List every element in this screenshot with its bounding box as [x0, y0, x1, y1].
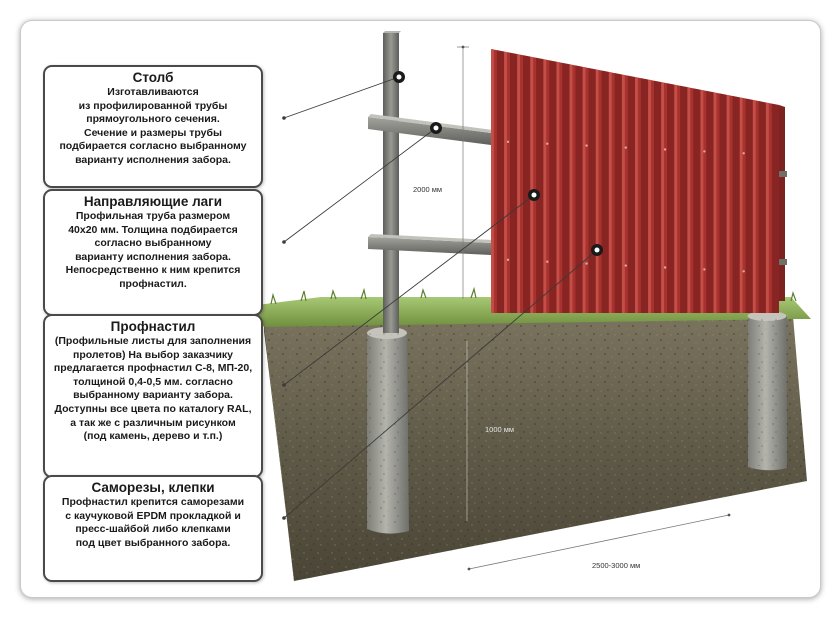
sheet-rib-highlight: [700, 90, 703, 313]
target-marker-sheet: [528, 189, 540, 201]
sheet-rib-shadow: [523, 55, 530, 313]
callout-screws-text: Профнастил крепится саморезами с каучуковой EPDM прокладкой и пресс-шайбой либо клепками под цвет выбранного забора.: [61, 496, 245, 549]
sheet-rib-shadow: [759, 101, 766, 313]
sheet-screw: [743, 270, 745, 272]
sheet-rib-highlight: [517, 54, 520, 313]
sheet-screw: [743, 152, 745, 154]
sheet-rib-highlight: [504, 52, 507, 313]
sheet-rib-highlight: [530, 57, 533, 313]
diagram-frame: [20, 20, 821, 598]
sheet-screw: [703, 150, 705, 152]
sheet-rib-shadow: [549, 60, 556, 313]
sheet-rib-highlight: [753, 100, 756, 313]
callout-rails: [43, 189, 263, 316]
callout-sheet-title: Профнастил: [110, 319, 196, 334]
concrete-pile-left: [367, 327, 409, 534]
callout-sheet-text: (Профильные листы для заполнения пролетов) На выбор заказчику предлагается профнастил С-8, МП-20, толщиной 0,4-0,5 мм. согласно выбранному варианту забора. Доступны все цвета по каталогу RAL, а так же с различным рисунком (под камень, дерево и т.п.): [53, 335, 253, 443]
sheet-rib-highlight: [740, 97, 743, 313]
sheet-screw: [625, 146, 627, 148]
callout-rails-text: Профильная труба размером 40х20 мм. Толщина подбирается согласно выбранному варианту исполнения забора. Непосредственно к ним крепится профнастил.: [65, 210, 241, 290]
sheet-screw: [546, 261, 548, 263]
dimension-label-span: 2500-3000 мм: [592, 561, 641, 570]
sheet-screw: [507, 141, 509, 143]
sheet-rib-highlight: [556, 62, 559, 313]
sheet-screw: [585, 262, 587, 264]
sheet-rib-highlight: [674, 85, 677, 313]
sheet-rib-shadow: [562, 63, 569, 313]
concrete-pile-right: [748, 311, 788, 470]
sheet-rib-highlight: [661, 82, 664, 313]
sheet-edge: [779, 105, 785, 301]
sheet-rib-highlight: [687, 87, 690, 313]
sheet-rib-highlight: [648, 80, 651, 313]
sheet-screw: [664, 148, 666, 150]
sheet-rib-shadow: [641, 78, 648, 313]
sheet-rib-shadow: [628, 76, 635, 313]
sheet-rib-shadow: [615, 73, 622, 313]
sheet-rib-shadow: [510, 53, 517, 313]
callout-post: [43, 65, 263, 188]
sheet-screw: [625, 264, 627, 266]
dimension-label-height: 2000 мм: [413, 185, 443, 194]
sheet-rib-shadow: [706, 91, 713, 313]
sheet-screw: [507, 259, 509, 261]
callout-rails-title: Направляющие лаги: [83, 194, 223, 209]
callout-post-text: Изготавливаются из профилированной трубы прямоугольного сечения. Сечение и размеры трубы подбирается согласно выбранному варианту исполнения забора.: [59, 86, 247, 166]
sheet-screw: [703, 268, 705, 270]
callout-post-title: Столб: [132, 70, 174, 85]
sheet-rib-shadow: [733, 96, 740, 313]
sheet-rib-highlight: [596, 69, 599, 313]
dimension-label-depth: 1000 мм: [485, 425, 515, 434]
sheet-rib-shadow: [602, 71, 609, 313]
soil-front-speckle: [264, 316, 807, 581]
sheet-rib-highlight: [766, 102, 769, 313]
target-marker-post: [393, 71, 405, 83]
sheet-rib-shadow: [746, 99, 753, 313]
sheet-rib-shadow: [497, 50, 504, 313]
sheet-rib-highlight: [635, 77, 638, 313]
sheet-rib-shadow: [772, 104, 779, 313]
sheet-rib-highlight: [543, 59, 546, 313]
target-marker-screw: [591, 244, 603, 256]
sheet-rib-highlight: [491, 49, 494, 313]
target-marker-rail: [430, 122, 442, 134]
sheet-rib-shadow: [536, 58, 543, 313]
sheet-screw: [585, 144, 587, 146]
sheet-rib-highlight: [570, 64, 573, 313]
sheet-rib-highlight: [609, 72, 612, 313]
sheet-rib-shadow: [680, 86, 687, 313]
sheet-rib-shadow: [575, 65, 582, 313]
rail-stub-top: [779, 171, 787, 177]
corrugated-sheet: [491, 49, 779, 313]
dimension-2000: [413, 46, 469, 299]
sheet-rib-shadow: [667, 83, 674, 313]
sheet-rib-shadow: [589, 68, 596, 313]
sheet-rib-highlight: [622, 74, 625, 313]
sheet-rib-shadow: [654, 81, 661, 313]
sheet-screw: [664, 266, 666, 268]
sheet-rib-highlight: [583, 67, 586, 313]
sheet-rib-highlight: [727, 95, 730, 313]
callout-screws-title: Саморезы, клепки: [91, 480, 215, 495]
callout-screws: [43, 475, 263, 582]
sheet-rib-shadow: [719, 93, 726, 313]
sheet-rib-highlight: [714, 92, 717, 313]
sheet-screw: [546, 143, 548, 145]
sheet-rib-shadow: [693, 88, 700, 313]
rail-stub-bottom: [779, 259, 787, 265]
callout-sheet: [43, 314, 263, 478]
